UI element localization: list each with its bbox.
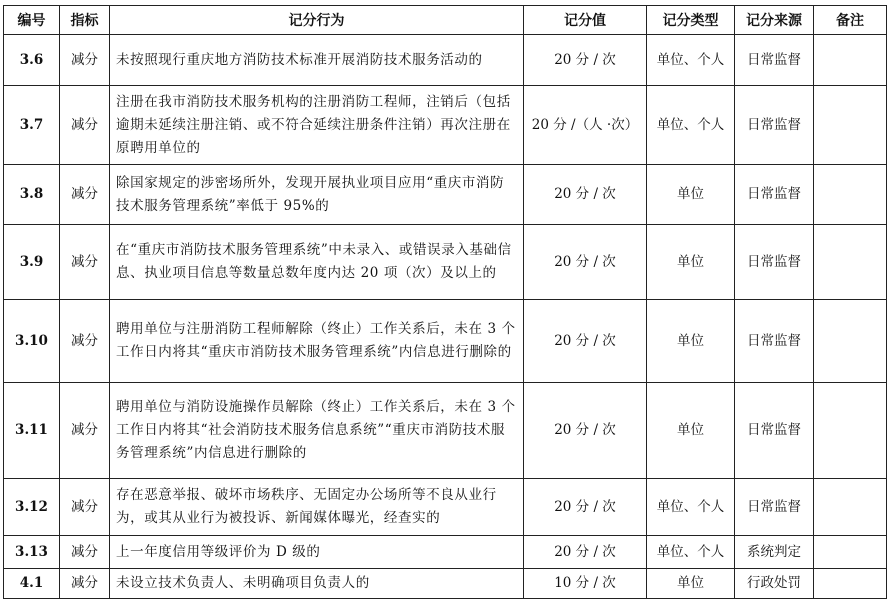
- table-header-row: [4, 6, 887, 35]
- cell-code: 3.13: [4, 536, 60, 569]
- cell-type: 单位: [647, 569, 735, 599]
- cell-code: 3.12: [4, 479, 60, 536]
- cell-code: 3.11: [4, 383, 60, 479]
- header-behavior: 记分行为: [110, 6, 524, 35]
- cell-type: 单位: [647, 225, 735, 300]
- cell-source: 日常监督: [735, 86, 814, 165]
- cell-type: 单位、个人: [647, 35, 735, 86]
- cell-behavior: 存在恶意举报、破坏市场秩序、无固定办公场所等不良从业行为，或其从业行为被投诉、新闻媒体曝光，经查实的: [110, 479, 524, 536]
- cell-source: 日常监督: [735, 383, 814, 479]
- header-code: 编号: [4, 6, 60, 35]
- header-type: 记分类型: [647, 6, 735, 35]
- cell-indicator: 减分: [60, 300, 110, 383]
- table-row: [4, 225, 887, 300]
- cell-type: 单位、个人: [647, 479, 735, 536]
- cell-indicator: 减分: [60, 479, 110, 536]
- cell-type: 单位: [647, 300, 735, 383]
- cell-code: 3.7: [4, 86, 60, 165]
- cell-indicator: 减分: [60, 225, 110, 300]
- cell-behavior: 上一年度信用等级评价为 D 级的: [110, 536, 524, 569]
- cell-source: 日常监督: [735, 35, 814, 86]
- table-row: [4, 479, 887, 536]
- cell-notes: [814, 225, 887, 300]
- header-score: 记分值: [524, 6, 647, 35]
- table-row: [4, 383, 887, 479]
- cell-type: 单位: [647, 165, 735, 225]
- table-row: [4, 536, 887, 569]
- table-row: [4, 165, 887, 225]
- table-row: [4, 300, 887, 383]
- header-indicator: 指标: [60, 6, 110, 35]
- cell-indicator: 减分: [60, 165, 110, 225]
- cell-behavior: 未设立技术负责人、未明确项目负责人的: [110, 569, 524, 599]
- cell-indicator: 减分: [60, 383, 110, 479]
- cell-notes: [814, 383, 887, 479]
- cell-code: 3.9: [4, 225, 60, 300]
- header-source: 记分来源: [735, 6, 814, 35]
- cell-code: 3.6: [4, 35, 60, 86]
- header-notes: 备注: [814, 6, 887, 35]
- cell-score: 20 分 / 次: [524, 300, 647, 383]
- scoring-table: [3, 5, 887, 599]
- cell-indicator: 减分: [60, 536, 110, 569]
- cell-score: 20 分 / 次: [524, 225, 647, 300]
- cell-score: 20 分 /（人 ·次）: [524, 86, 647, 165]
- cell-notes: [814, 300, 887, 383]
- cell-notes: [814, 569, 887, 599]
- cell-source: 日常监督: [735, 300, 814, 383]
- cell-source: 日常监督: [735, 165, 814, 225]
- cell-source: 系统判定: [735, 536, 814, 569]
- cell-behavior: 聘用单位与注册消防工程师解除（终止）工作关系后，未在 3 个工作日内将其“重庆市消防技术服务管理系统”内信息进行删除的: [110, 300, 524, 383]
- table-row: [4, 86, 887, 165]
- cell-behavior: 注册在我市消防技术服务机构的注册消防工程师，注销后（包括逾期未延续注册注销、或不符合延续注册条件注销）再次注册在原聘用单位的: [110, 86, 524, 165]
- cell-code: 3.10: [4, 300, 60, 383]
- cell-score: 20 分 / 次: [524, 35, 647, 86]
- cell-notes: [814, 536, 887, 569]
- cell-behavior: 未按照现行重庆地方消防技术标准开展消防技术服务活动的: [110, 35, 524, 86]
- cell-behavior: 聘用单位与消防设施操作员解除（终止）工作关系后，未在 3 个工作日内将其“社会消防技术服务信息系统”“重庆市消防技术服务管理系统”内信息进行删除的: [110, 383, 524, 479]
- cell-score: 20 分 / 次: [524, 383, 647, 479]
- cell-source: 行政处罚: [735, 569, 814, 599]
- cell-type: 单位、个人: [647, 536, 735, 569]
- cell-behavior: 除国家规定的涉密场所外，发现开展执业项目应用“重庆市消防技术服务管理系统”率低于 95%的: [110, 165, 524, 225]
- cell-code: 3.8: [4, 165, 60, 225]
- cell-score: 20 分 / 次: [524, 479, 647, 536]
- table-row: [4, 569, 887, 599]
- cell-score: 10 分 / 次: [524, 569, 647, 599]
- cell-source: 日常监督: [735, 479, 814, 536]
- cell-type: 单位、个人: [647, 86, 735, 165]
- cell-notes: [814, 86, 887, 165]
- cell-indicator: 减分: [60, 569, 110, 599]
- cell-behavior: 在“重庆市消防技术服务管理系统”中未录入、或错误录入基础信息、执业项目信息等数量总数年度内达 20 项（次）及以上的: [110, 225, 524, 300]
- cell-score: 20 分 / 次: [524, 165, 647, 225]
- cell-code: 4.1: [4, 569, 60, 599]
- cell-notes: [814, 165, 887, 225]
- cell-source: 日常监督: [735, 225, 814, 300]
- cell-notes: [814, 35, 887, 86]
- cell-score: 20 分 / 次: [524, 536, 647, 569]
- cell-type: 单位: [647, 383, 735, 479]
- table-row: [4, 35, 887, 86]
- cell-notes: [814, 479, 887, 536]
- cell-indicator: 减分: [60, 86, 110, 165]
- cell-indicator: 减分: [60, 35, 110, 86]
